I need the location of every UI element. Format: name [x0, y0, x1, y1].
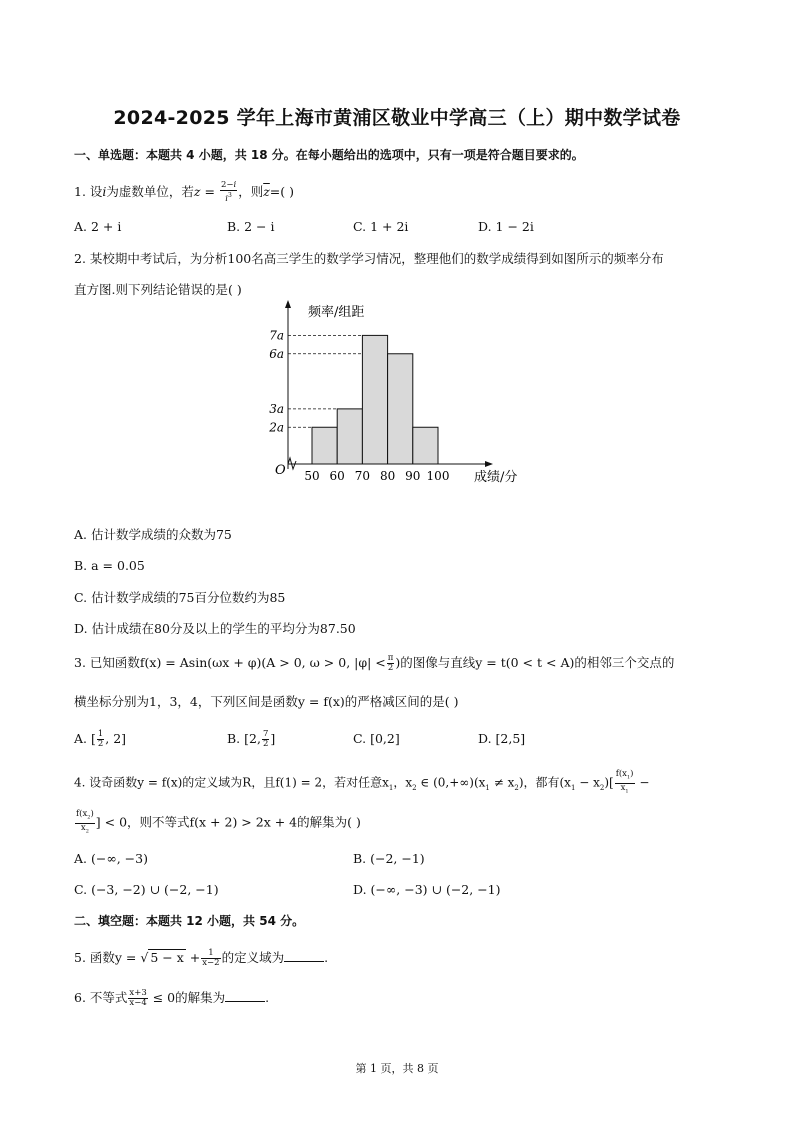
- x-tick-label: 80: [379, 469, 396, 483]
- y-tick-labels: [268, 328, 284, 434]
- question-2-stem-line1: 2. 某校期中考试后，为分析100名高三学生的数学学习情况，整理他们的数学成绩得到如图所示的频率分布: [74, 251, 664, 266]
- x-tick-label: 50: [304, 469, 320, 483]
- question-2-option-a[interactable]: A. 估计数学成绩的众数为75: [74, 527, 232, 542]
- question-4-option-c[interactable]: C. (−3, −2) ∪ (−2, −1): [74, 882, 219, 897]
- y-axis-arrow: [285, 300, 291, 308]
- histogram-bar-50-60: [312, 427, 337, 464]
- question-5-stem: 5. 函数y = √ 5 − x + $\frac{1}{x-2}$ 的定义域为 .: [74, 948, 329, 968]
- question-2-option-b[interactable]: B. a = 0.05: [74, 558, 145, 573]
- fraction: $\frac{1}{2}$: [97, 729, 104, 749]
- section-single-choice-header: 一、单选题：本题共 4 小题，共 18 分。在每小题给出的选项中，只有一项是符合题目要求的。: [74, 148, 584, 162]
- y-tick-label: 2a: [269, 420, 284, 435]
- histogram-bar-70-80: [362, 335, 387, 464]
- fraction: $\frac{1}{x-2}$: [202, 948, 220, 968]
- question-1-option-b[interactable]: B. 2 − i: [227, 219, 275, 234]
- x-tick-label: 70: [354, 469, 371, 483]
- page-title: 2024-2025 学年上海市黄浦区敬业中学高三（上）期中数学试卷: [113, 107, 681, 129]
- answer-blank[interactable]: [284, 949, 324, 962]
- fraction: $\frac{x+3}{x-4}$: [129, 988, 147, 1008]
- x-tick-label: 60: [329, 469, 345, 483]
- origin-label: O: [275, 463, 286, 478]
- question-1-option-a[interactable]: A. 2 + i: [74, 219, 122, 234]
- fraction: $\frac{7}{2}$: [262, 729, 269, 749]
- question-1-option-c[interactable]: C. 1 + 2i: [353, 219, 409, 234]
- question-4-option-b[interactable]: B. (−2, −1): [353, 851, 425, 866]
- question-3-option-d[interactable]: D. [2,5]: [478, 731, 526, 746]
- x-axis-label: 成绩/分: [474, 470, 518, 485]
- y-tick-label: 7a: [269, 328, 284, 343]
- question-4-stem-line1: 4. 设奇函数y = f(x)的定义域为R，且f(1) = 2，若对任意$x_1$，$x_2$ ∈ $(0,+\infty)(x_1 \ne x_2)$，都有$(x_1 - x_2)$[ $\frac{f(x_1)}{x_1}$ −: [74, 769, 650, 795]
- question-3-option-c[interactable]: C. [0,2]: [353, 731, 400, 746]
- fraction: $\frac{f(x_2)}{x_2}$: [76, 809, 94, 835]
- histogram-bar-90-100: [413, 427, 438, 464]
- question-4-option-a[interactable]: A. (−∞, −3): [74, 851, 148, 866]
- y-tick-label: 3a: [269, 401, 284, 416]
- x-tick-labels: [304, 469, 449, 483]
- x-axis-arrow: [485, 461, 493, 467]
- question-3-option-b[interactable]: B. [2, $\frac{7}{2}$ ]: [227, 729, 276, 749]
- question-3-stem-line2: 横坐标分别为1，3，4，下列区间是函数y = f(x)的严格减区间的是( ): [74, 694, 459, 709]
- question-4-stem-line2: $\frac{f(x_2)}{x_2}$ ] < 0，则不等式f(x + 2) > 2x + 4的解集为( ): [76, 809, 361, 835]
- fraction: $\frac{f(x_1)}{x_1}$: [615, 769, 634, 795]
- histogram-bar-80-90: [388, 354, 413, 464]
- question-6-stem: 6. 不等式 $\frac{x+3}{x-4}$ ≤ 0的解集为 .: [74, 988, 270, 1008]
- question-3-option-a[interactable]: A. [ $\frac{1}{2}$ , 2]: [74, 729, 127, 749]
- question-1-stem: 1. 设i为虚数单位，若z = $\frac{2-i}{i^3}$ ，则$\overline{z}=$( ): [74, 180, 294, 204]
- fraction: $\frac{2-i}{i^3}$: [220, 180, 237, 204]
- answer-blank[interactable]: [225, 989, 265, 1002]
- question-1-option-d[interactable]: D. 1 − 2i: [478, 219, 534, 234]
- question-3-stem-line1: 3. 已知函数f(x) = Asin(ωx + φ)(A > 0, ω > 0, |φ| < $\frac{\pi}{2}$ )的图像与直线y = t(0 < t < A)的相邻三个交点的: [74, 653, 675, 673]
- section-fill-in-header: 二、填空题：本题共 12 小题，共 54 分。: [74, 914, 305, 928]
- histogram-bar-60-70: [337, 409, 362, 464]
- histogram-bars: [312, 335, 438, 464]
- y-axis-label: 频率/组距: [308, 305, 365, 320]
- x-tick-label: 100: [426, 469, 450, 483]
- question-2-stem-line2: 直方图.则下列结论错误的是( ): [74, 282, 242, 297]
- question-2-option-d[interactable]: D. 估计成绩在80分及以上的学生的平均分为87.50: [74, 621, 356, 636]
- x-tick-label: 90: [405, 469, 421, 483]
- y-tick-label: 6a: [269, 346, 284, 361]
- fraction: $\frac{\pi}{2}$: [387, 653, 394, 673]
- question-2-option-c[interactable]: C. 估计数学成绩的75百分位数约为85: [74, 590, 286, 605]
- frequency-histogram: [262, 298, 542, 494]
- page-footer: 第 1 页，共 8 页: [355, 1062, 439, 1075]
- question-4-option-d[interactable]: D. (−∞, −3) ∪ (−2, −1): [353, 882, 501, 897]
